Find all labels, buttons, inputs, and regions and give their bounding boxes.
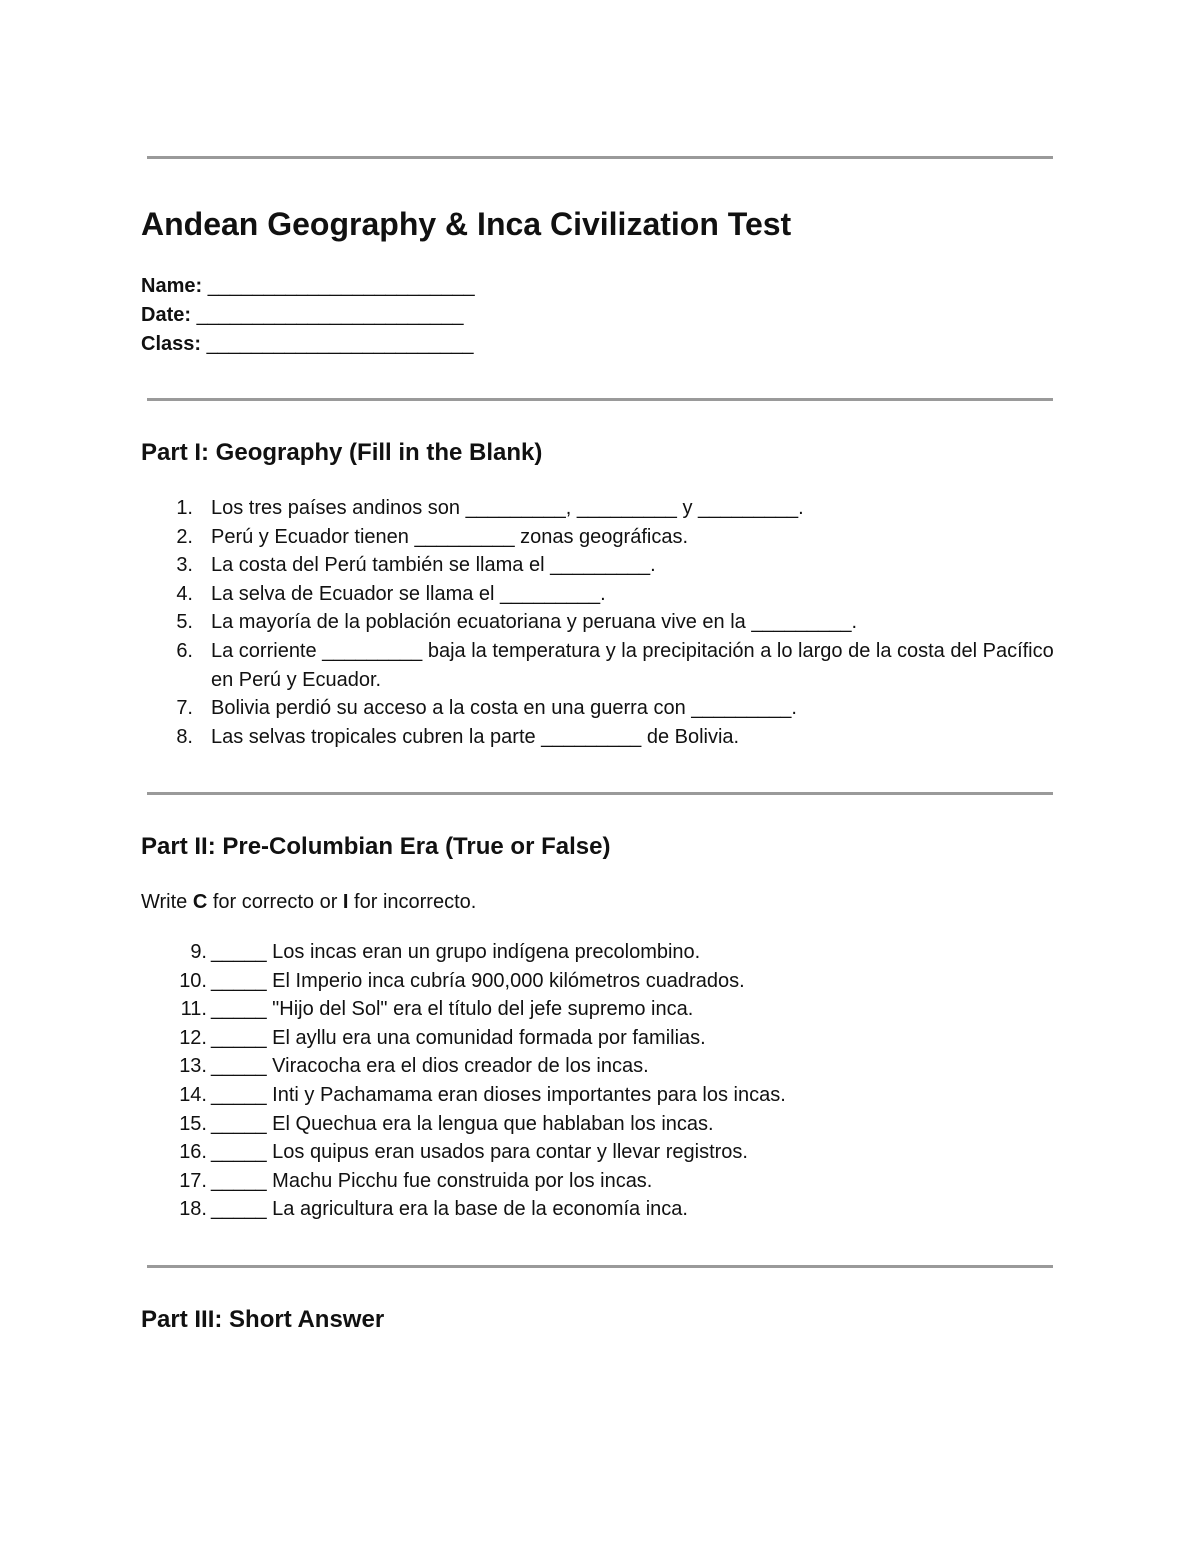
question-number: 2. [176, 525, 193, 548]
question-text: Los tres países andinos son _________, _________ y _________. [211, 497, 804, 519]
question-number: 11. [180, 998, 207, 1021]
question-text: Bolivia perdió su acceso a la costa en una guerra con _________. [211, 697, 797, 720]
question-number: 16. [179, 1141, 207, 1164]
question-item [141, 494, 1061, 523]
name-blank: ________________________ [207, 275, 475, 297]
question-item [141, 1024, 1061, 1053]
question-item [141, 580, 1061, 609]
class-label: Class: [141, 333, 202, 355]
class-field [141, 330, 475, 359]
document-title: Andean Geography & Inca Civilization Test [141, 206, 792, 242]
question-number: 15. [179, 1112, 207, 1135]
date-field [141, 301, 475, 330]
instructions-i: I [342, 891, 349, 913]
question-item [141, 938, 1061, 967]
question-text: _____ El Quechua era la lengua que hablaban los incas. [211, 1112, 714, 1135]
question-text: _____ El ayllu era una comunidad formada por familias. [211, 1026, 706, 1049]
question-text: _____ Viracocha era el dios creador de los incas. [211, 1055, 649, 1078]
question-text: Las selvas tropicales cubren la parte _________ de Bolivia. [211, 725, 740, 748]
question-item [141, 608, 1061, 637]
question-item [141, 1167, 1061, 1196]
question-number: 5. [176, 611, 193, 634]
part2-question-list [141, 938, 1061, 1224]
question-number: 9. [190, 941, 207, 963]
question-text: La costa del Perú también se llama el _________. [211, 554, 656, 577]
question-item [141, 1110, 1061, 1139]
question-number: 13. [179, 1055, 207, 1078]
question-number: 4. [176, 582, 193, 605]
question-item [141, 1138, 1061, 1167]
question-item [141, 637, 1061, 694]
horizontal-rule [147, 398, 1053, 401]
part1-heading: Part I: Geography (Fill in the Blank) [141, 439, 543, 466]
question-text: _____ "Hijo del Sol" era el título del jefe supremo inca. [211, 998, 694, 1021]
question-item [141, 1195, 1061, 1224]
question-item [141, 967, 1061, 996]
question-item [141, 995, 1061, 1024]
question-text: La mayoría de la población ecuatoriana y peruana vive en la _________. [211, 611, 858, 634]
date-blank: ________________________ [196, 304, 464, 326]
question-number: 12. [179, 1026, 207, 1049]
instructions-c: C [192, 891, 208, 913]
class-blank: ________________________ [206, 333, 474, 355]
question-item [141, 694, 1061, 723]
question-text: _____ Machu Picchu fue construida por los incas. [211, 1169, 653, 1192]
question-text: _____ La agricultura era la base de la economía inca. [211, 1198, 688, 1221]
question-number: 3. [176, 554, 193, 577]
question-item [141, 523, 1061, 552]
part2-instructions [141, 888, 476, 916]
question-text: _____ Inti y Pachamama eran dioses importantes para los incas. [211, 1083, 786, 1106]
question-text: Perú y Ecuador tienen _________ zonas geográficas. [211, 525, 689, 548]
question-number: 1. [176, 497, 193, 519]
question-text: La corriente _________ baja la temperatura y la precipitación a lo largo de la costa del Pacífico en Perú y Ecuador. [211, 639, 1054, 691]
question-text: _____ Los quipus eran usados para contar y llevar registros. [211, 1141, 748, 1164]
student-info-fields [141, 272, 475, 359]
question-number: 17. [179, 1169, 207, 1192]
instructions-prefix: Write [141, 891, 193, 913]
question-item [141, 723, 1061, 752]
question-text: _____ Los incas eran un grupo indígena precolombino. [211, 941, 701, 963]
question-text: _____ El Imperio inca cubría 900,000 kilómetros cuadrados. [211, 969, 745, 992]
question-number: 6. [176, 639, 193, 662]
instructions-suffix: for incorrecto. [348, 891, 477, 913]
part3-heading: Part III: Short Answer [141, 1306, 385, 1333]
horizontal-rule [147, 156, 1053, 159]
question-text: La selva de Ecuador se llama el _________. [211, 582, 606, 605]
question-number: 10. [179, 969, 207, 992]
horizontal-rule [147, 792, 1053, 795]
question-number: 7. [176, 697, 193, 720]
name-field [141, 272, 475, 301]
question-item [141, 1052, 1061, 1081]
part1-question-list [141, 494, 1061, 751]
name-label: Name: [141, 275, 203, 297]
question-number: 14. [179, 1083, 207, 1106]
question-item [141, 1081, 1061, 1110]
question-number: 18. [179, 1198, 207, 1221]
date-label: Date: [141, 304, 192, 326]
part2-heading: Part II: Pre-Columbian Era (True or False) [141, 833, 611, 860]
question-number: 8. [176, 725, 193, 748]
instructions-middle: for correcto or [207, 891, 343, 913]
horizontal-rule [147, 1265, 1053, 1268]
question-item [141, 551, 1061, 580]
